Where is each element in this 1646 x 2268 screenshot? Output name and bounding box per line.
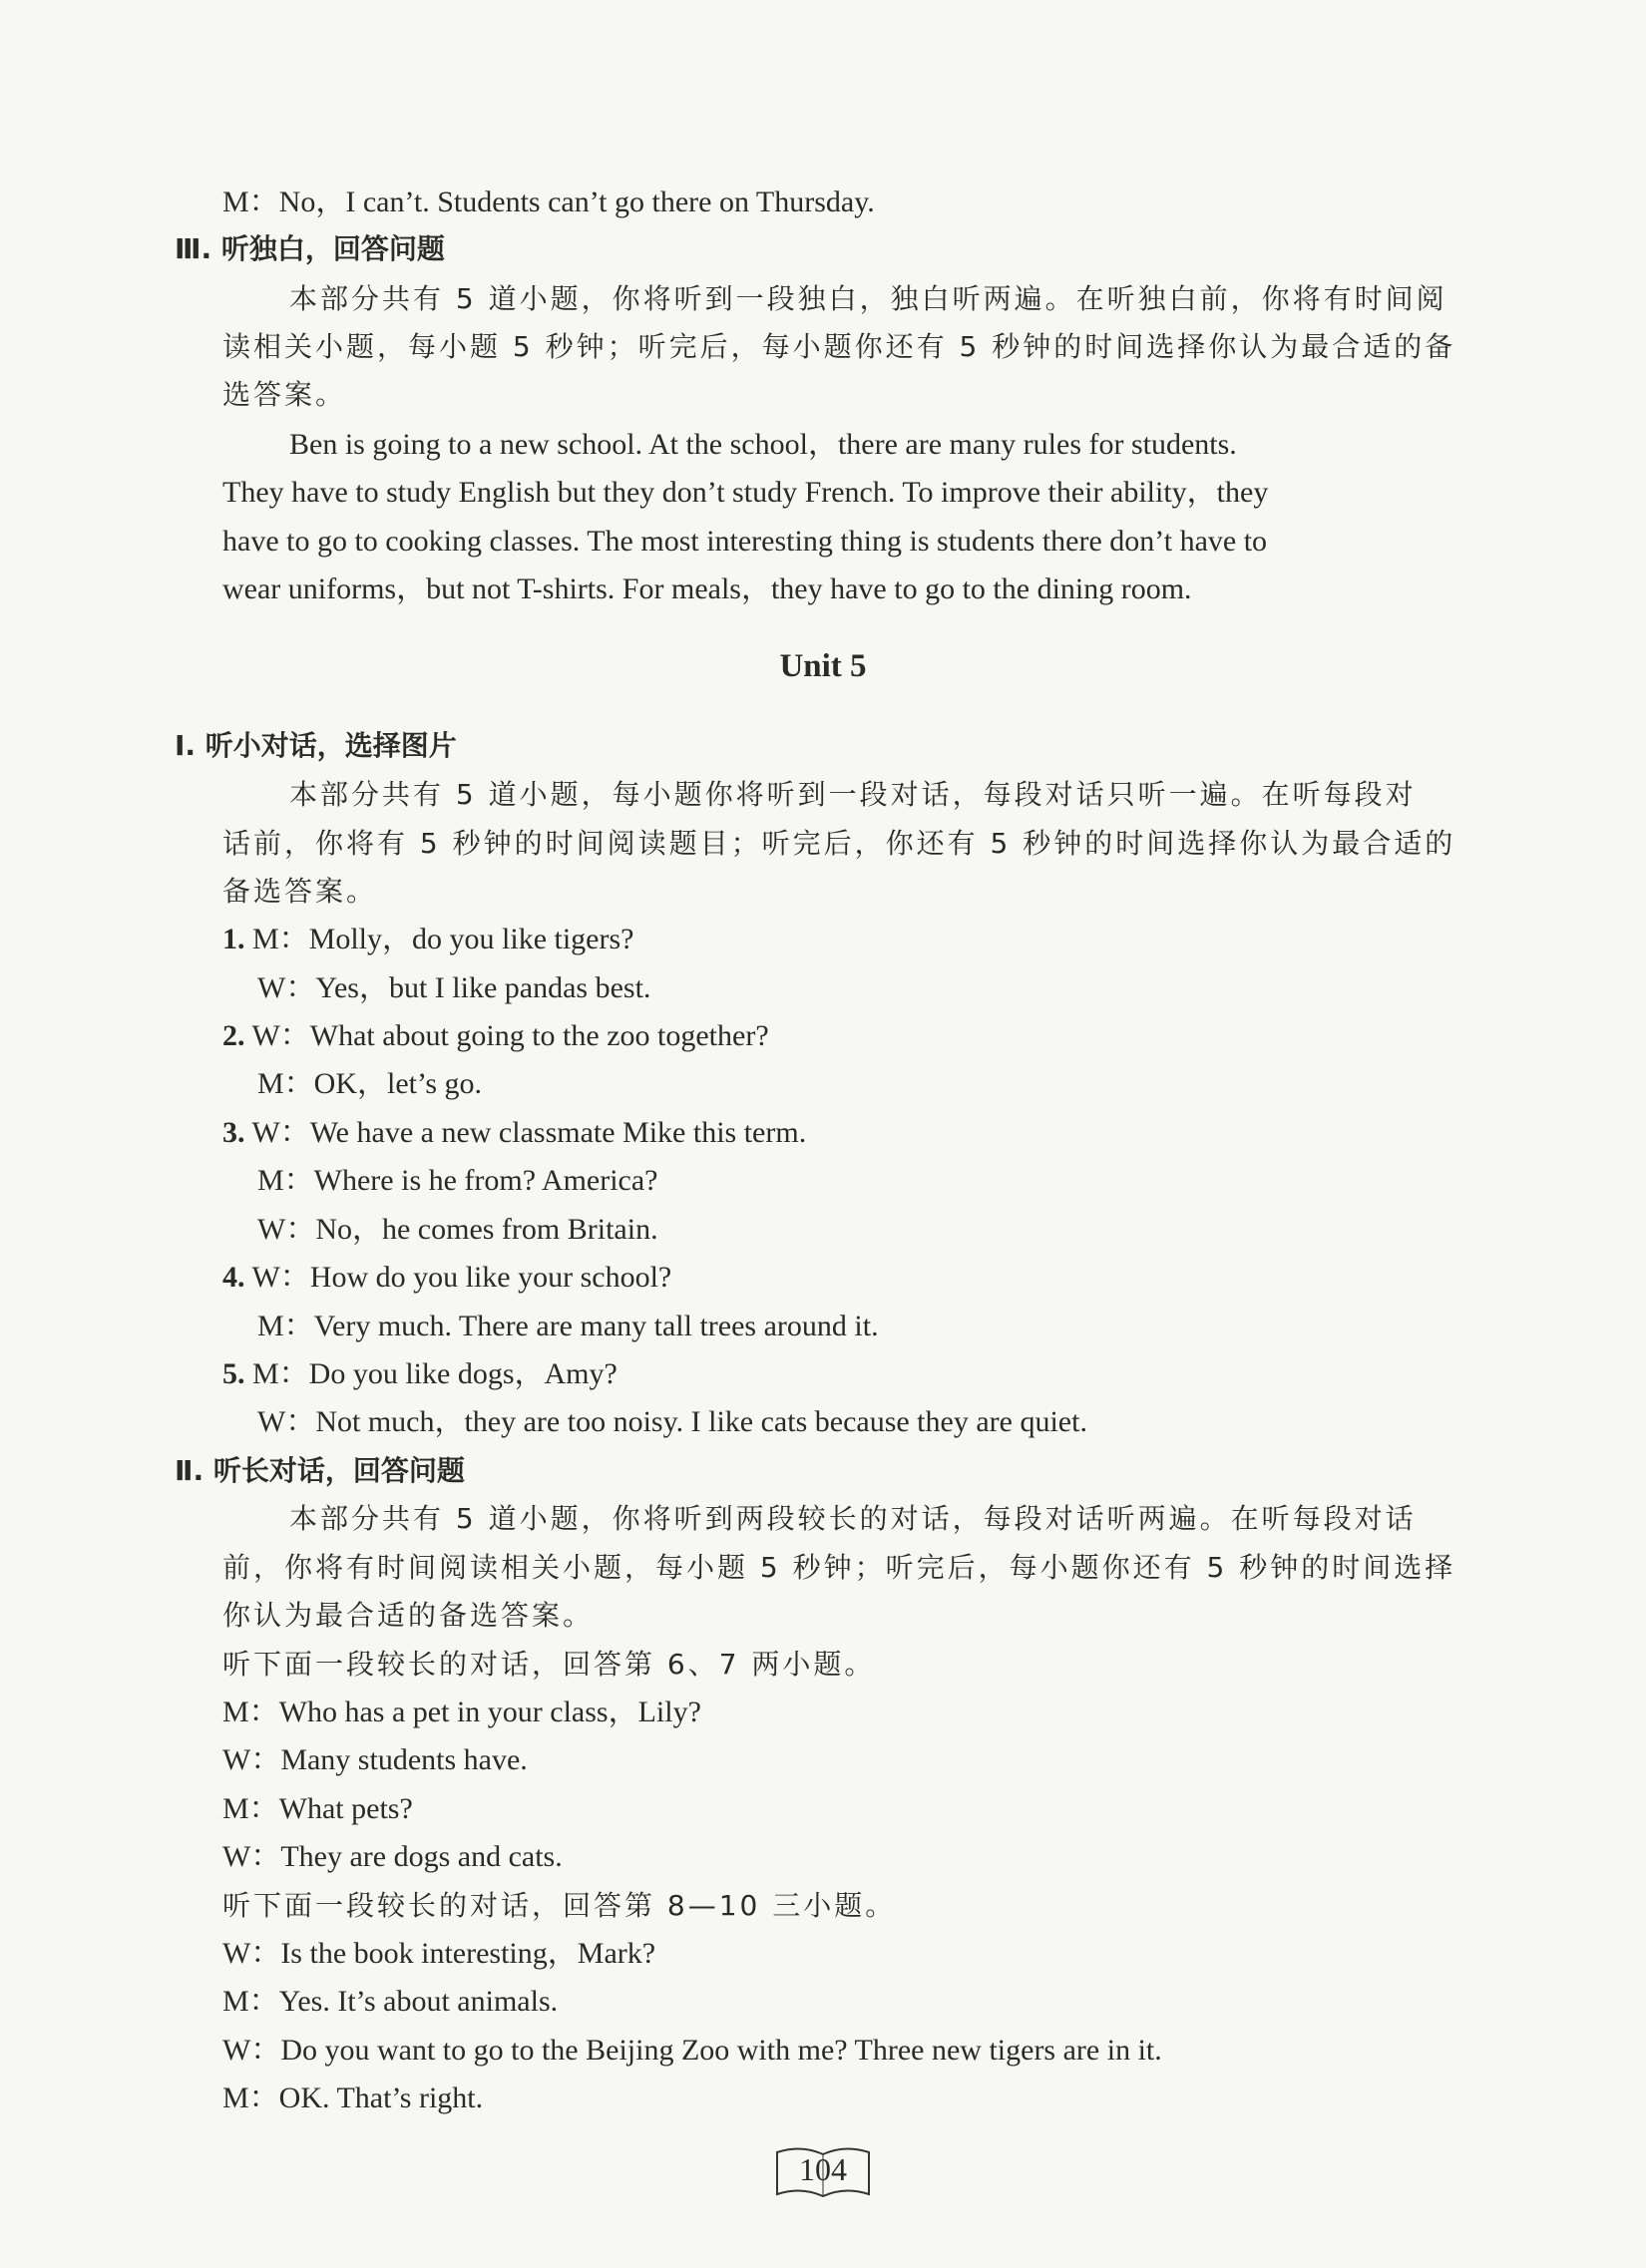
section-2-heading: Ⅱ. 听长对话，回答问题: [175, 1454, 465, 1487]
monologue-line: wear uniforms，but not T-shirts. For meals，they have to go to the dining room.: [222, 572, 1192, 605]
dialogue-line: M：Where is he from? America?: [257, 1164, 658, 1197]
dialogue-line: M：OK. That’s right.: [222, 2081, 484, 2114]
question-number: 5.: [222, 1357, 245, 1390]
instruction-line: 你认为最合适的备选答案。: [222, 1599, 595, 1632]
instruction-line: 前，你将有时间阅读相关小题，每小题 5 秒钟；听完后，每小题你还有 5 秒钟的时间选择: [222, 1551, 1456, 1584]
dialogue-line: M：OK，let’s go.: [257, 1067, 482, 1100]
question-number: 4.: [222, 1261, 245, 1294]
dialogue-line: M：Yes. It’s about animals.: [222, 1985, 559, 2018]
instruction-line: 选答案。: [222, 378, 347, 411]
instruction-line: 本部分共有 5 道小题，你将听到两段较长的对话，每段对话听两遍。在听每段对话: [289, 1502, 1417, 1535]
page-number: 104: [799, 2151, 847, 2187]
question-number: 1.: [222, 923, 245, 955]
question-number: 2.: [222, 1019, 245, 1052]
dialogue-line: M：No，I can’t. Students can’t go there on Thursday.: [222, 186, 875, 218]
instruction-line: 话前，你将有 5 秒钟的时间阅读题目；听完后，你还有 5 秒钟的时间选择你认为最合适的: [222, 827, 1456, 860]
dialogue-text: M：Molly，do you like tigers?: [244, 923, 634, 955]
instruction-line: 读相关小题，每小题 5 秒钟；听完后，每小题你还有 5 秒钟的时间选择你认为最合适的备: [222, 330, 1456, 363]
dialogue-intro: 听下面一段较长的对话，回答第 8—10 三小题。: [222, 1889, 897, 1922]
dialogue-line: W：Many students have.: [222, 1743, 528, 1776]
dialogue-line: W：They are dogs and cats.: [222, 1840, 563, 1873]
question-2: [222, 1016, 769, 1056]
instruction-line: 备选答案。: [222, 875, 378, 908]
section-3-heading: Ⅲ. 听独白，回答问题: [175, 232, 445, 265]
instruction-line: 本部分共有 5 道小题，你将听到一段独白，独白听两遍。在听独白前，你将有时间阅: [289, 282, 1447, 315]
question-3: [222, 1113, 806, 1153]
dialogue-line: W：Yes，but I like pandas best.: [257, 971, 651, 1004]
dialogue-line: W：Do you want to go to the Beijing Zoo with me? Three new tigers are in it.: [222, 2034, 1162, 2067]
monologue-line: They have to study English but they don’t study French. To improve their ability，they: [222, 476, 1269, 509]
unit-title: Unit 5: [779, 648, 867, 684]
dialogue-text: W：We have a new classmate Mike this term.: [244, 1116, 807, 1149]
dialogue-text: W：How do you like your school?: [244, 1261, 672, 1294]
dialogue-line: M：Very much. There are many tall trees around it.: [257, 1310, 879, 1342]
question-4: [222, 1258, 671, 1298]
monologue-line: have to go to cooking classes. The most interesting thing is students there don’t have to: [222, 525, 1268, 558]
dialogue-text: W：What about going to the zoo together?: [244, 1019, 769, 1052]
page-number-badge: [773, 2144, 873, 2204]
dialogue-line: W：Not much，they are too noisy. I like cats because they are quiet.: [257, 1405, 1087, 1438]
dialogue-line: M：What pets?: [222, 1792, 413, 1825]
dialogue-intro: 听下面一段较长的对话，回答第 6、7 两小题。: [222, 1648, 876, 1681]
question-1: [222, 920, 633, 959]
instruction-line: 本部分共有 5 道小题，每小题你将听到一段对话，每段对话只听一遍。在听每段对: [289, 778, 1417, 811]
dialogue-line: W：Is the book interesting，Mark?: [222, 1937, 656, 1970]
dialogue-line: M：Who has a pet in your class，Lily?: [222, 1696, 701, 1728]
question-5: [222, 1354, 617, 1394]
dialogue-line: W：No，he comes from Britain.: [257, 1213, 658, 1246]
monologue-line: Ben is going to a new school. At the school，there are many rules for students.: [289, 428, 1237, 461]
dialogue-text: M：Do you like dogs，Amy?: [244, 1357, 617, 1390]
question-number: 3.: [222, 1116, 245, 1149]
section-1-heading: Ⅰ. 听小对话，选择图片: [175, 729, 457, 762]
